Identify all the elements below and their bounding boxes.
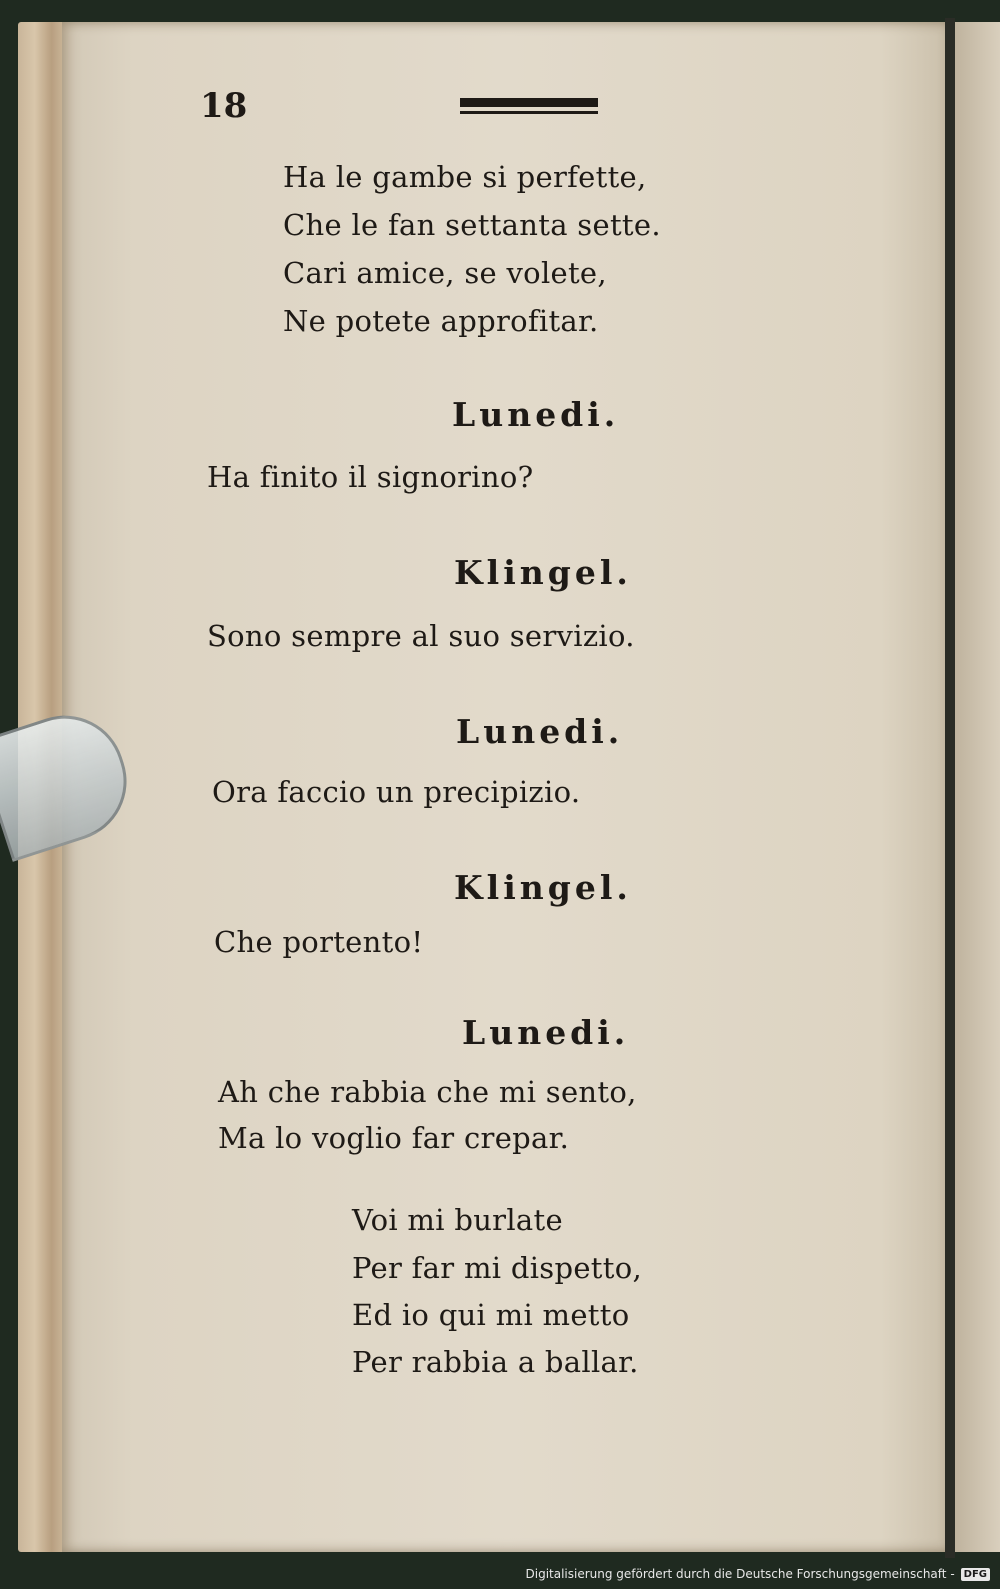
verse-line: Per rabbia a ballar.	[352, 1345, 639, 1379]
verse-line: Ed io qui mi metto	[352, 1298, 630, 1332]
dialogue-line: Sono sempre al suo servizio.	[207, 619, 635, 653]
dialogue-line: Ma lo voglio far crepar.	[218, 1121, 570, 1155]
header-rule	[460, 98, 598, 118]
dialogue-line: Ah che rabbia che mi sento,	[218, 1075, 637, 1109]
footer-credit: Digitalisierung gefördert durch die Deutsche Forschungsgemeinschaft -	[525, 1567, 955, 1581]
verse-line: Che le fan settanta sette.	[283, 208, 661, 242]
dfg-logo: DFG	[961, 1568, 990, 1581]
verse-line: Ne potete approfitar.	[283, 304, 599, 338]
speaker-name: Lunedi.	[452, 395, 620, 434]
speaker-name: Klingel.	[454, 868, 632, 907]
header-rule-thick	[460, 98, 598, 107]
dialogue-line: Ha finito il signorino?	[207, 460, 534, 494]
speaker-name: Lunedi.	[456, 712, 624, 751]
verse-line: Per far mi dispetto,	[352, 1251, 642, 1285]
footer	[526, 1567, 991, 1581]
facing-page-edge	[955, 22, 1000, 1552]
book-gutter	[945, 18, 955, 1558]
verse-line: Cari amice, se volete,	[283, 256, 607, 290]
dialogue-line: Ora faccio un precipizio.	[212, 775, 581, 809]
speaker-name: Lunedi.	[462, 1013, 630, 1052]
header-rule-thin	[460, 111, 598, 114]
verse-line: Ha le gambe si perfette,	[283, 160, 647, 194]
dialogue-line: Che portento!	[214, 925, 424, 959]
verse-line: Voi mi burlate	[352, 1203, 563, 1237]
page-number: 18	[200, 86, 248, 126]
speaker-name: Klingel.	[454, 553, 632, 592]
